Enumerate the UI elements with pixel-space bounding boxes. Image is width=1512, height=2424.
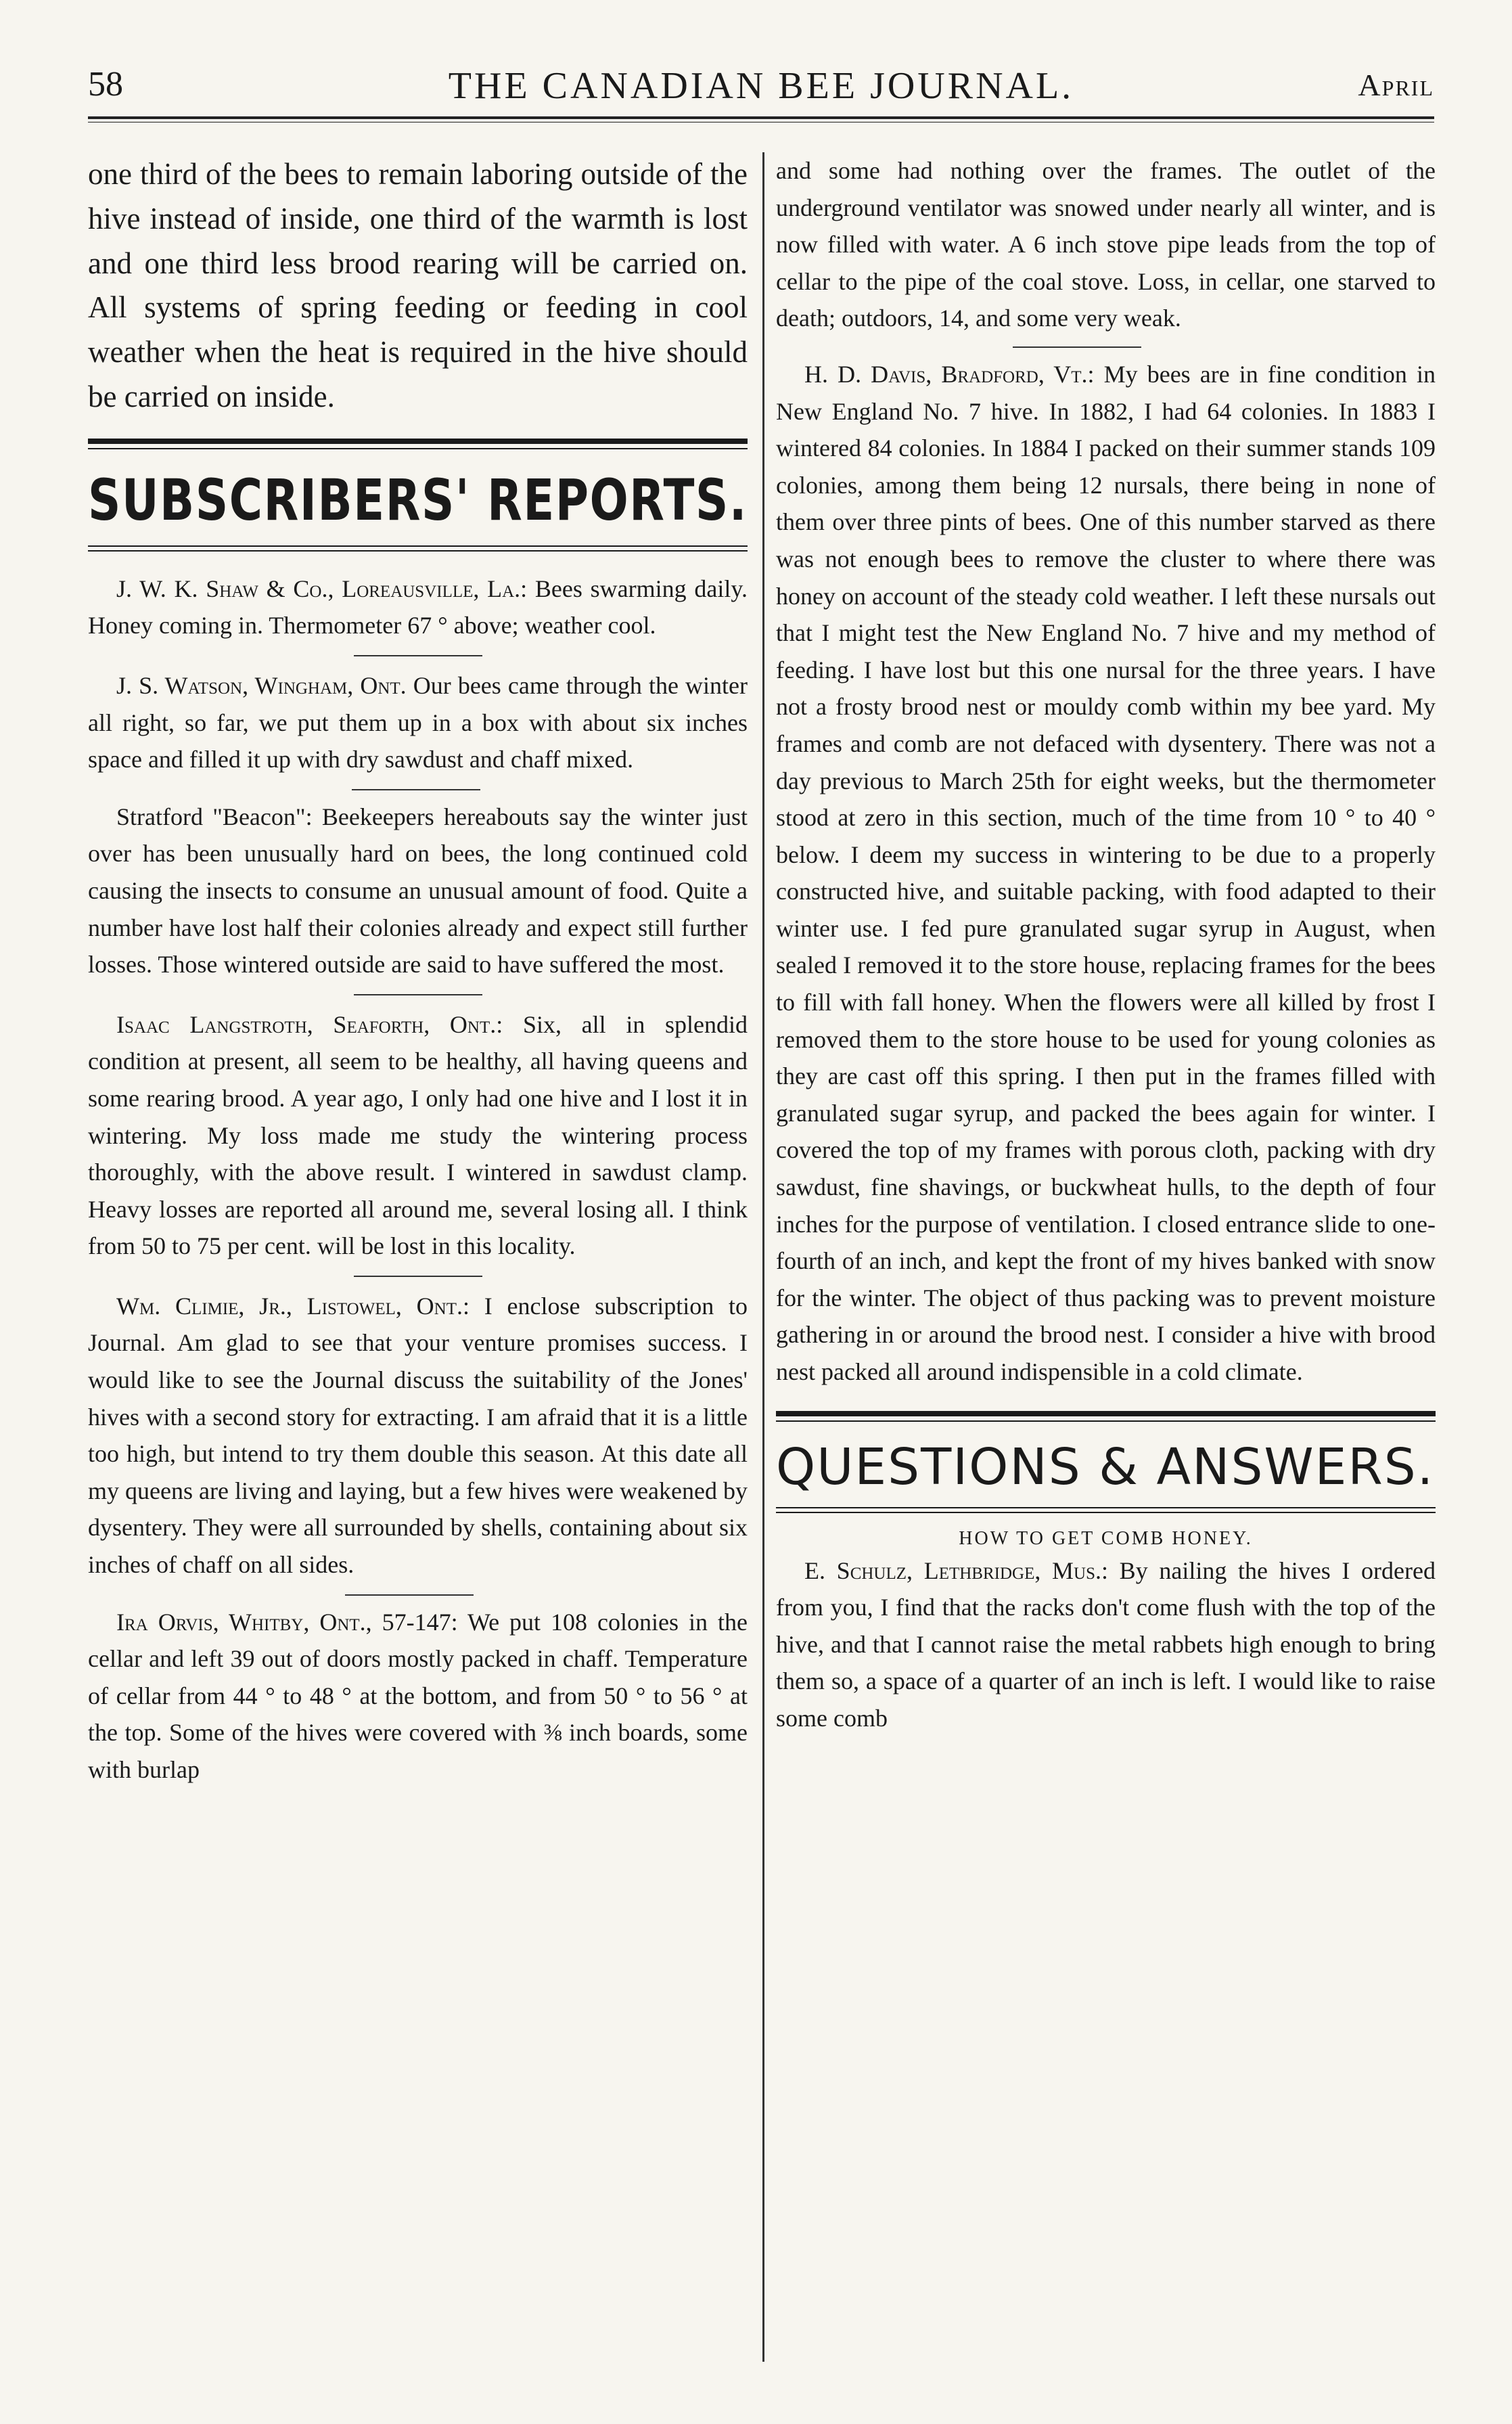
report-byline: Wm. Climie, Jr., Listowel, Ont.: [116,1292,469,1320]
separator-rule [354,994,482,995]
report-watson [88,667,748,778]
separator-rule [354,655,482,656]
report-byline: Isaac Langstroth, Seaforth, Ont.: [116,1010,503,1038]
report-text: Stratford "Beacon": Beekeepers hereabouts say the winter just over has been unusually hard on bees, the long continued cold causing the insects to consume an unusual amount of food. Quite a number have lost half their colonies already and expect still further losses. Those wintered outside are said to have suffered the most. [88,803,748,979]
report-shaw [88,570,748,644]
separator-rule [352,789,480,790]
journal-title: THE CANADIAN BEE JOURNAL. [448,65,1074,107]
right-column [776,152,1436,1737]
report-byline: J. S. Watson, Wingham, Ont. [116,671,407,699]
question-schulz [776,1552,1436,1737]
qa-subheading: HOW TO GET COMB HONEY. [959,1527,1253,1549]
report-stratford [88,799,748,983]
section-rule-thick [776,1411,1436,1416]
section-rule-thick [88,439,748,444]
question-text: By nailing the hives I ordered from you, I find that the racks don't come flush with the top of the hive, and that I cannot raise the metal rabbets high enough to bring them so, a space of a quarter of an inch is left. I would like to raise some comb [776,1556,1436,1732]
section-rule-thin [776,1512,1436,1513]
section-rule-thin [88,448,748,449]
report-text: We put 108 colonies in the cellar and left 39 out of doors mostly packed in chaff. Temperature of cellar from 44 ° to 48 ° at the bottom, and from 50 ° to 56 ° at the top. Some of the hives were covered with ⅜ inch boards, some with burlap [88,1608,748,1783]
questions-answers-title: QUESTIONS & ANSWERS. [776,1437,1435,1496]
report-byline: H. D. Davis, Bradford, Vt.: [804,360,1095,388]
report-text: Bees swarming daily. Honey coming in. Thermometer 67 ° above; weather cool. [88,575,748,639]
report-byline: J. W. K. Shaw & Co., Loreausville, La.: [116,575,528,602]
report-climie [88,1288,748,1584]
question-byline: E. Schulz, Lethbridge, Mus.: [804,1556,1108,1584]
report-byline: Ira Orvis, Whitby, Ont., 57-147: [116,1608,458,1636]
page-number: 58 [88,65,123,104]
intro-paragraph: one third of the bees to remain laboring outside of the hive instead of inside, one third of the warmth is lost and one third less brood rearing will be carried on. All systems of spring feeding or feeding in cool weather when the heat is required in the hive should be carried on inside. [88,157,748,413]
section-rule-thin [88,550,748,552]
issue-month: April [1358,68,1434,102]
separator-rule [354,1276,482,1277]
subscribers-reports-title: SUBSCRIBERS' REPORTS. [88,466,748,533]
column-divider [762,152,764,2362]
header-rule [88,116,1434,119]
page-header [88,64,1434,118]
report-langstroth [88,1006,748,1265]
report-text: Our bees came through the winter all right, so far, we put them up in a box with about six inches space and filled it up with dry sawdust and chaff mixed. [88,671,748,773]
separator-rule [1013,346,1141,348]
report-davis [776,356,1436,1391]
section-rule-thin [776,1420,1436,1422]
report-orvis [88,1604,748,1789]
section-rule-thin [776,1507,1436,1508]
report-text: Six, all in splendid condition at present, all seem to be healthy, all having queens and some rearing brood. A year ago, I only had one hive and I lost it in wintering. My loss made me study the wintering process thoroughly, with the above result. I wintered in sawdust clamp. Heavy losses are reported all around me, several losing all. I think from 50 to 75 per cent. will be lost in this locality. [88,1010,748,1260]
separator-rule [345,1594,474,1596]
report-text: My bees are in fine condition in New England No. 7 hive. In 1882, I had 64 colonies. In 1883 I wintered 84 colonies. In 1884 I packed on their summer stands 109 colonies, among them being 12 nursals, there being in none of them over three pints of bees. One of this number starved as there was not enough bees to remove the cluster to where there was honey on account of the steady cold weather. I left these nursals out that I might test the New England No. 7 hive and my method of feeding. I have lost but this one nursal for the three years. I have not a frosty brood nest or mouldy comb within my bee yard. My frames and comb are not defaced with dysentery. There was not a day previous to March 25th for eight weeks, but the thermometer stood at zero in this section, much of the time from 10 ° to 40 ° below. I deem my success in wintering to be due to a properly constructed hive, and suitable packing, with food adapted to their winter use. I fed pure granulated sugar syrup in August, when sealed I removed it to the store house, replacing frames for the bees to fill with fall honey. When the flowers were all killed by frost I removed them to the store house to be used for young colonies as they are cast off this spring. I then put in the frames filled with granulated sugar syrup, and packed the bees again for winter. I covered the top of my frames with porous cloth, packing with dry sawdust, fine shavings, or buckwheat hulls, to the depth of four inches for the purpose of ventilation. I closed entrance slide to one-fourth of an inch, and kept the front of my hives banked with snow for the winter. The object of thus packing was to prevent moisture gathering in or around the brood nest. I consider a hive with brood nest packed all around indispensible in a cold climate. [776,360,1436,1385]
report-text: I enclose subscription to Journal. Am glad to see that your venture promises success. I would like to see the Journal discuss the suitability of the Jones' hives with a second story for extracting. I am afraid that it is a little too high, but intend to try them double this season. At this date all my queens are living and laying, but a few hives were weakened by dysentery. They were all surrounded by shells, containing about six inches of chaff on all sides. [88,1292,748,1579]
orvis-continuation: and some had nothing over the frames. The outlet of the underground ventilator was snowed under nearly all winter, and is now filled with water. A 6 inch stove pipe leads from the top of cellar to the pipe of the coal stove. Loss, in cellar, one starved to death; outdoors, 14, and some very weak. [776,157,1436,332]
left-column [88,152,748,1789]
section-rule-thin [88,545,748,547]
